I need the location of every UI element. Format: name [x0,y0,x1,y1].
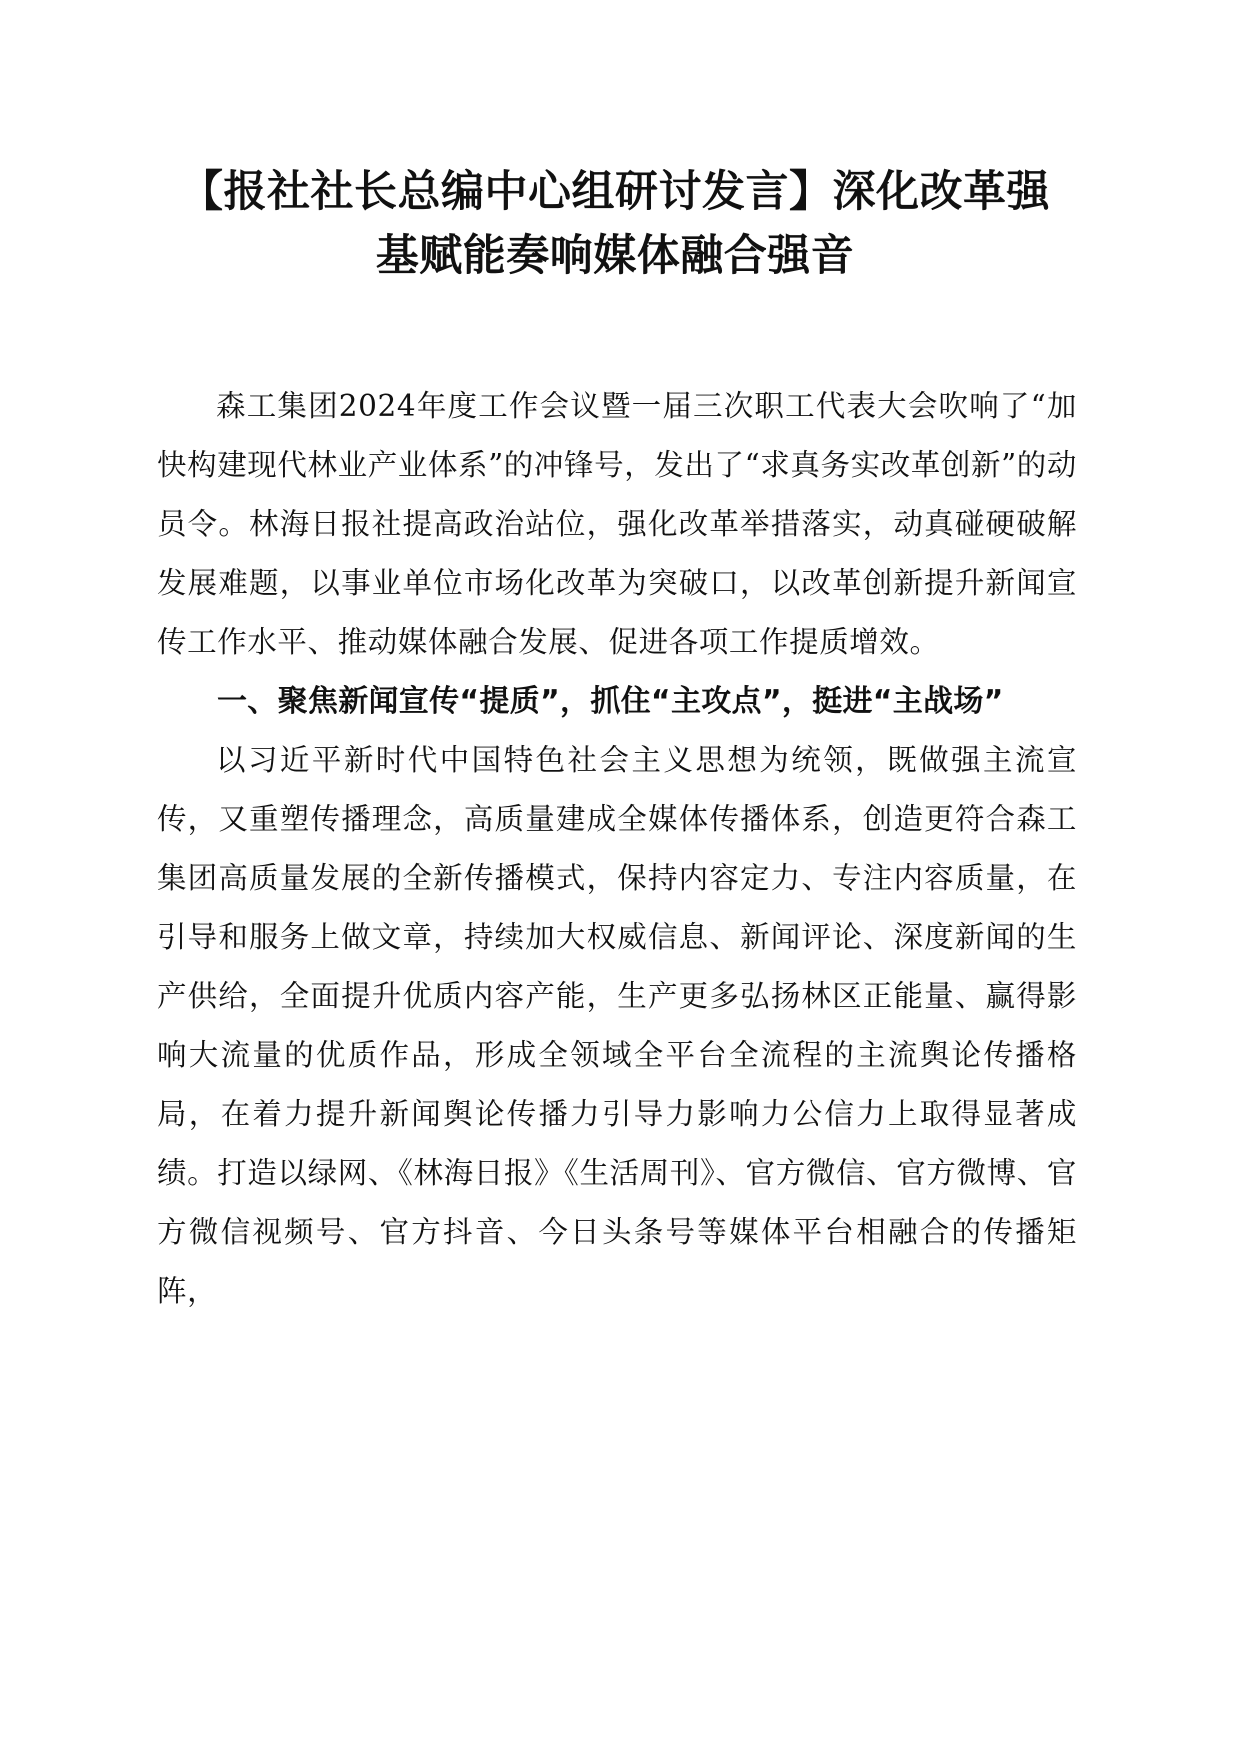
document-body [157,377,1077,1321]
title-line-1: 【报社社长总编中心组研讨发言】深化改革强 [180,167,1050,217]
section-1-paragraph: 以习近平新时代中国特色社会主义思想为统领，既做强主流宣传，又重塑传播理念，高质量建成全媒体传播体系，创造更符合森工集团高质量发展的全新传播模式，保持内容定力、专注内容质量，在引导和服务上做文章，持续加大权威信息、新闻评论、深度新闻的生产供给，全面提升优质内容产能，生产更多弘扬林区正能量、赢得影响大流量的优质作品，形成全领域全平台全流程的主流舆论传播格局，在着力提升新闻舆论传播力引导力影响力公信力上取得显著成绩。打造以绿网、《林海日报》《生活周刊》、官方微信、官方微博、官方微信视频号、官方抖音、今日头条号等媒体平台相融合的传播矩阵， [157,743,1077,1308]
intro-paragraph: 森工集团2024年度工作会议暨一届三次职工代表大会吹响了“加快构建现代林业产业体系”的冲锋号，发出了“求真务实改革创新”的动员令。林海日报社提高政治站位，强化改革举措落实，动真碰硬破解发展难题，以事业单位市场化改革为突破口，以改革创新提升新闻宣传工作水平、推动媒体融合发展、促进各项工作提质增效。 [157,389,1077,659]
document-title [140,160,1090,288]
title-line-2: 基赋能奏响媒体融合强音 [375,231,855,281]
section-heading-1: 一、聚焦新闻宣传“提质”，抓住“主攻点”，挺进“主战场” [217,684,1004,719]
